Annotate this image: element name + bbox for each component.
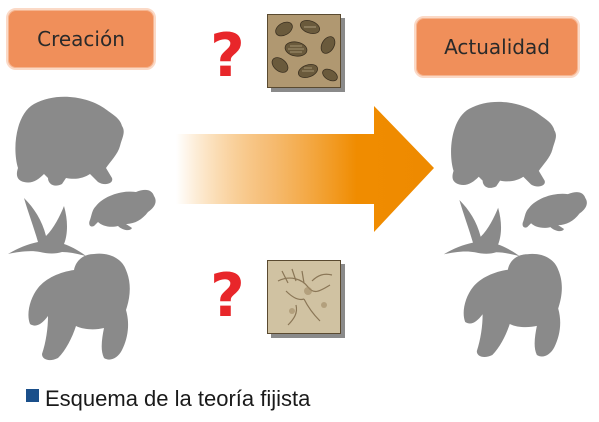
- bird-fossil-image: [267, 260, 341, 334]
- frog-silhouette: [523, 192, 587, 231]
- question-mark-top: ?: [210, 21, 245, 91]
- trilobite-fossil-image: [267, 14, 341, 88]
- bird-silhouette: [8, 198, 86, 256]
- bear-silhouette: [15, 97, 123, 186]
- gorilla-silhouette: [464, 254, 562, 357]
- bear-silhouette: [451, 102, 556, 188]
- present-label-text: Actualidad: [444, 35, 550, 59]
- question-mark-bottom: ?: [210, 261, 245, 331]
- bird-silhouette: [444, 200, 520, 256]
- figure-caption: [26, 386, 310, 412]
- frog-silhouette: [89, 190, 155, 230]
- animals-at-creation: [4, 88, 164, 368]
- caption-text: Esquema de la teoría fijista: [45, 386, 311, 411]
- animals-at-present: [440, 90, 595, 368]
- creation-label: [6, 8, 156, 70]
- gorilla-silhouette: [28, 254, 129, 360]
- present-label: [414, 16, 580, 78]
- creation-label-text: Creación: [37, 27, 125, 51]
- time-arrow: [176, 106, 438, 234]
- caption-bullet: [26, 389, 39, 402]
